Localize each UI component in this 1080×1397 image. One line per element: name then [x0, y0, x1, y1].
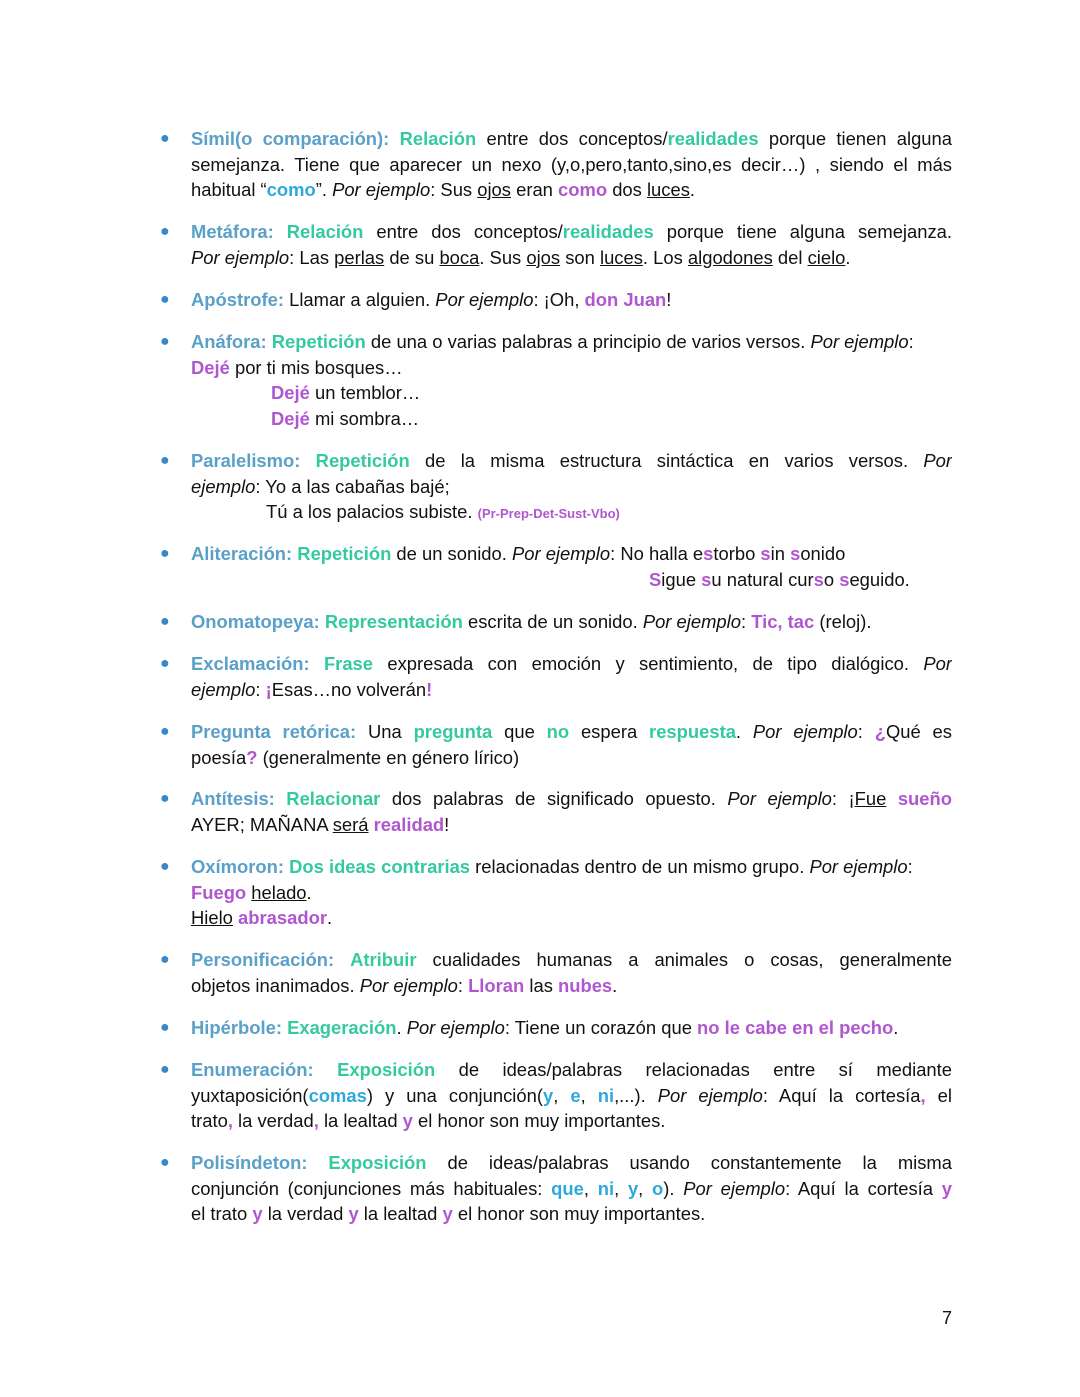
text-line	[191, 677, 952, 703]
text-segment: entre dos conceptos/	[476, 128, 668, 149]
text-segment: don Juan	[584, 289, 667, 310]
text-segment: Repetición	[297, 543, 392, 564]
text-segment: .	[396, 1017, 407, 1038]
text-segment: y	[627, 1177, 639, 1199]
text-segment: cielo	[807, 246, 846, 268]
term-label: Onomatopeya:	[191, 611, 320, 632]
text-segment: las	[524, 974, 558, 996]
list-item	[160, 786, 952, 837]
text-segment: el honor son muy importantes.	[412, 1110, 666, 1131]
bullet-icon: ●	[160, 452, 170, 469]
text-segment: Por ejemplo	[435, 289, 534, 310]
text-segment: .	[326, 907, 333, 928]
text-segment: !	[426, 678, 433, 700]
text-line	[191, 1015, 952, 1041]
text-segment: y	[941, 1177, 952, 1199]
bullet-icon: ●	[160, 1019, 170, 1036]
text-segment: e	[570, 1084, 581, 1106]
text-segment: perlas	[334, 246, 385, 268]
text-segment: mi sombra…	[309, 407, 420, 429]
text-segment: Lloran	[468, 974, 525, 996]
text-segment: : Las	[289, 246, 335, 268]
text-segment: ejemplo	[191, 678, 256, 700]
text-segment: trato	[191, 1110, 228, 1131]
text-segment: :	[908, 331, 914, 352]
text-segment: Por ejemplo	[657, 1084, 763, 1106]
text-segment: de un sonido.	[391, 543, 512, 564]
text-line	[191, 329, 952, 355]
text-segment: s	[703, 543, 714, 564]
text-segment: Exposición	[328, 1152, 427, 1173]
list-item	[160, 947, 952, 998]
text-segment: ) y una conjunción(	[366, 1084, 543, 1106]
text-segment: ni	[597, 1177, 615, 1199]
text-segment: :	[457, 974, 469, 996]
text-segment: !	[666, 289, 672, 310]
term-label: Oxímoron:	[191, 856, 284, 877]
text-segment: AYER; MAÑANA	[191, 813, 333, 835]
text-segment: : Aquí la cortesía	[785, 1177, 942, 1199]
text-segment: y	[542, 1084, 554, 1106]
text-segment: expresada con emoción y sentimiento, de tipo dialógico.	[373, 653, 924, 674]
text-segment: comas	[308, 1084, 367, 1106]
term-label: Apóstrofe:	[191, 289, 284, 310]
text-segment: habitual “	[191, 179, 267, 200]
text-segment: : Sus	[430, 179, 478, 200]
term-label: Hipérbole:	[191, 1017, 282, 1038]
list-item	[160, 329, 952, 431]
text-segment: (generalmente en género lírico)	[257, 746, 520, 768]
text-segment: Dos ideas contrarias	[289, 856, 471, 877]
text-segment: o	[823, 568, 840, 590]
term-label: Pregunta retórica:	[191, 721, 357, 742]
text-segment: Tú a los palacios subiste.	[266, 501, 478, 522]
text-line	[191, 905, 952, 931]
text-segment: Por ejemplo	[332, 179, 431, 200]
text-segment: de ideas/palabras usando constantemente la misma	[426, 1152, 952, 1173]
text-segment: y	[348, 1203, 359, 1224]
text-segment: boca	[439, 246, 480, 268]
text-segment: Por ejemplo	[359, 974, 458, 996]
text-line	[191, 152, 952, 178]
list-item	[160, 719, 952, 770]
bullet-icon: ●	[160, 858, 170, 875]
text-segment: Por ejemplo	[511, 543, 611, 564]
text-segment: porque tiene alguna semejanza.	[653, 221, 952, 242]
text-segment: :	[740, 611, 752, 632]
text-line	[191, 177, 952, 203]
text-segment: eran	[510, 179, 559, 200]
text-segment: : ¡	[831, 788, 855, 809]
list-item	[160, 609, 952, 635]
text-segment: Exageración	[287, 1017, 397, 1038]
text-segment: ,...).	[614, 1084, 658, 1106]
list-item	[160, 541, 952, 592]
text-segment: in	[770, 543, 791, 564]
text-segment: que	[551, 1177, 584, 1199]
text-segment: la verdad	[232, 1110, 314, 1131]
text-line	[191, 1176, 952, 1202]
list-item	[160, 854, 952, 931]
text-segment: Por ejemplo	[683, 1177, 786, 1199]
text-segment: :	[255, 678, 266, 700]
text-segment: Representación	[324, 611, 463, 632]
bullet-icon: ●	[160, 790, 170, 807]
list-item	[160, 1150, 952, 1227]
term-label: Metáfora:	[191, 221, 274, 242]
text-segment: ).	[663, 1177, 684, 1199]
bullet-icon: ●	[160, 655, 170, 672]
text-segment: Frase	[323, 653, 374, 674]
text-line	[191, 126, 952, 152]
text-line	[191, 745, 952, 771]
text-segment: : Tiene un corazón que	[504, 1017, 698, 1038]
text-segment: . Sus	[479, 246, 527, 268]
text-segment: ni	[597, 1084, 615, 1106]
text-segment: realidades	[562, 221, 654, 242]
text-segment: ,	[638, 1177, 653, 1199]
text-segment: torbo	[713, 543, 761, 564]
bullet-icon: ●	[160, 1154, 170, 1171]
text-line	[191, 1057, 952, 1083]
list-item	[160, 126, 952, 203]
text-line	[191, 287, 952, 313]
text-segment: Por ejemplo	[406, 1017, 505, 1038]
text-segment: ¿	[874, 721, 886, 742]
text-segment: Por	[923, 450, 952, 471]
text-segment: de ideas/palabras relacionadas entre sí mediante	[435, 1059, 952, 1080]
text-segment: ejemplo	[191, 475, 256, 497]
text-segment: realidad	[373, 813, 445, 835]
text-segment: o	[652, 1177, 664, 1199]
text-segment: ”.	[315, 179, 333, 200]
text-segment: Una	[367, 721, 414, 742]
text-line	[191, 973, 952, 999]
text-segment: ,	[553, 1084, 571, 1106]
text-line	[191, 1108, 952, 1134]
text-segment: s	[839, 568, 850, 590]
text-line	[191, 474, 952, 500]
text-line	[191, 499, 952, 525]
text-segment: Hielo	[191, 907, 233, 928]
text-segment: Por ejemplo	[727, 788, 832, 809]
text-segment: dos	[607, 179, 647, 200]
text-segment: conjunción (conjunciones más habituales:	[191, 1177, 552, 1199]
text-segment: Relacionar	[286, 788, 381, 809]
text-segment: Dejé	[271, 407, 310, 429]
text-segment: y	[402, 1110, 413, 1131]
text-segment: :	[857, 721, 875, 742]
text-segment: porque tienen alguna	[758, 128, 952, 149]
text-segment: s	[813, 568, 824, 590]
text-segment: son	[560, 246, 600, 268]
term-label: Enumeración:	[191, 1059, 314, 1080]
text-segment: algodones	[687, 246, 773, 268]
text-segment: Por ejemplo	[191, 246, 290, 268]
text-segment: Por	[923, 653, 952, 674]
text-segment: luces	[646, 179, 690, 200]
text-segment: respuesta	[649, 721, 736, 742]
text-segment: escrita de un sonido.	[462, 611, 643, 632]
term-label: Anáfora:	[191, 331, 267, 352]
text-segment: igue	[661, 568, 702, 590]
text-segment: del	[772, 246, 808, 268]
text-segment: de la misma estructura sintáctica en varios versos.	[409, 450, 924, 471]
text-line	[191, 1083, 952, 1109]
text-segment: .	[689, 179, 696, 200]
text-line	[191, 406, 952, 432]
text-segment: será	[332, 813, 369, 835]
bullet-icon: ●	[160, 333, 170, 350]
text-segment: la lealtad	[318, 1110, 403, 1131]
list-item	[160, 219, 952, 270]
text-line	[191, 854, 952, 880]
text-segment: abrasador	[238, 907, 327, 928]
bullet-icon: ●	[160, 723, 170, 740]
text-segment: la verdad	[262, 1203, 349, 1224]
bullet-icon: ●	[160, 291, 170, 308]
text-segment: : Aquí la cortesía	[762, 1084, 921, 1106]
text-segment: dos palabras de significado opuesto.	[380, 788, 728, 809]
text-segment: Esas…no volverán	[271, 678, 427, 700]
text-line	[191, 880, 952, 906]
text-segment: objetos inanimados.	[191, 974, 360, 996]
text-segment: espera	[569, 721, 650, 742]
page-number: 7	[942, 1308, 953, 1328]
text-segment: el trato	[191, 1203, 253, 1224]
text-segment: .	[306, 881, 312, 903]
text-segment	[886, 788, 898, 809]
text-segment: Fuego	[191, 881, 247, 903]
list-item	[160, 448, 952, 525]
bullet-icon: ●	[160, 223, 170, 240]
text-segment: .	[612, 974, 618, 996]
text-segment: relacionadas dentro de un mismo grupo.	[470, 856, 810, 877]
text-segment: S	[649, 568, 662, 590]
term-label: Polisíndeton:	[191, 1152, 308, 1173]
text-segment: . Los	[642, 246, 688, 268]
text-segment: !	[444, 813, 450, 835]
text-segment: onido	[800, 543, 846, 564]
text-line	[191, 355, 952, 381]
text-segment: ojos	[477, 179, 511, 200]
text-segment: yuxtaposición(	[191, 1084, 309, 1106]
text-line	[191, 219, 952, 245]
text-segment: un temblor…	[309, 382, 421, 403]
text-segment: Dejé	[191, 356, 230, 378]
text-segment: la lealtad	[358, 1203, 443, 1224]
text-segment: Por ejemplo	[809, 856, 908, 877]
text-segment: de su	[384, 246, 440, 268]
text-segment: s	[790, 543, 801, 564]
text-segment: nubes	[558, 974, 613, 996]
text-segment: no	[546, 721, 570, 742]
text-segment: ,	[920, 1084, 926, 1106]
text-segment: Por ejemplo	[752, 721, 858, 742]
text-segment: ,	[227, 1110, 233, 1131]
text-segment: Relación	[286, 221, 364, 242]
text-segment: Tic, tac	[751, 611, 815, 632]
text-segment: eguido.	[849, 568, 910, 590]
text-segment: ¡	[265, 678, 272, 700]
text-segment: y	[252, 1203, 263, 1224]
text-segment: Repetición	[315, 450, 410, 471]
list-item	[160, 1015, 952, 1041]
term-label: Aliteración:	[191, 543, 293, 564]
text-segment: sueño	[897, 788, 952, 809]
text-segment: semejanza. Tiene que aparecer un nexo (y,o,pero,tanto,sino,es decir…) , siendo el más	[191, 153, 952, 175]
term-label: Paralelismo:	[191, 450, 301, 471]
bullet-icon: ●	[160, 130, 170, 147]
text-line	[191, 567, 952, 593]
text-segment: no le cabe en el pecho	[697, 1017, 894, 1038]
term-label: Personificación:	[191, 949, 335, 970]
bullet-icon: ●	[160, 613, 170, 630]
text-segment: entre dos conceptos/	[363, 221, 563, 242]
text-segment: (reloj).	[814, 611, 872, 632]
term-label: Antítesis:	[191, 788, 275, 809]
text-line	[191, 786, 952, 812]
text-segment: :	[907, 856, 913, 877]
text-segment: que	[492, 721, 547, 742]
bullet-icon: ●	[160, 545, 170, 562]
text-segment: ojos	[526, 246, 561, 268]
text-segment: el	[925, 1084, 952, 1106]
text-segment: (Pr-Prep-Det-Sust-Vbo)	[477, 506, 620, 521]
bullet-icon: ●	[160, 951, 170, 968]
text-segment: Dejé	[271, 382, 310, 403]
text-segment: Por ejemplo	[810, 331, 909, 352]
text-segment: .	[893, 1017, 899, 1038]
text-line	[191, 245, 952, 271]
text-segment: helado	[251, 881, 307, 903]
text-line	[191, 1201, 952, 1227]
bullet-icon: ●	[160, 1061, 170, 1078]
text-segment: Exposición	[337, 1059, 436, 1080]
text-segment: ?	[246, 746, 258, 768]
text-line	[191, 719, 952, 745]
text-line	[191, 609, 952, 635]
text-segment: .	[735, 721, 753, 742]
term-label: Símil(o comparación):	[191, 128, 390, 149]
text-segment: luces	[599, 246, 643, 268]
text-segment: : No halla e	[610, 543, 704, 564]
list-item	[160, 651, 952, 702]
text-segment: por ti mis bosques…	[229, 356, 403, 378]
text-segment: el honor son muy importantes.	[452, 1203, 706, 1224]
text-segment: Relación	[399, 128, 477, 149]
term-label: Exclamación:	[191, 653, 310, 674]
text-segment: de una o varias palabras a principio de varios versos.	[365, 331, 811, 352]
text-segment: Qué es	[885, 721, 952, 742]
text-line	[191, 947, 952, 973]
text-segment: : ¡Oh,	[533, 289, 585, 310]
text-segment: como	[266, 179, 316, 200]
text-line	[191, 651, 952, 677]
text-segment: ,	[614, 1177, 628, 1199]
text-line	[191, 448, 952, 474]
text-segment: Atribuir	[350, 949, 417, 970]
list-item	[160, 1057, 952, 1134]
text-segment: Llamar a alguien.	[289, 289, 436, 310]
text-segment: realidades	[667, 128, 759, 149]
text-line	[191, 812, 952, 838]
text-segment: Fue	[854, 788, 887, 809]
text-segment: .	[845, 246, 851, 268]
text-segment: s	[760, 543, 771, 564]
text-segment: u natural cur	[711, 568, 814, 590]
text-segment: ,	[583, 1177, 598, 1199]
text-segment: Por ejemplo	[642, 611, 741, 632]
list-item	[160, 287, 952, 313]
text-segment: ,	[580, 1084, 598, 1106]
text-segment: : Yo a las cabañas bajé;	[255, 475, 450, 497]
text-segment: ,	[313, 1110, 319, 1131]
text-segment: pregunta	[413, 721, 493, 742]
text-segment: Repetición	[271, 331, 366, 352]
text-segment: cualidades humanas a animales o cosas, generalmente	[416, 949, 952, 970]
text-line	[191, 541, 952, 567]
text-segment: y	[442, 1203, 453, 1224]
text-segment: poesía	[191, 746, 247, 768]
text-segment: s	[701, 568, 712, 590]
text-line	[191, 1150, 952, 1176]
text-segment: como	[558, 179, 608, 200]
text-line	[191, 380, 952, 406]
